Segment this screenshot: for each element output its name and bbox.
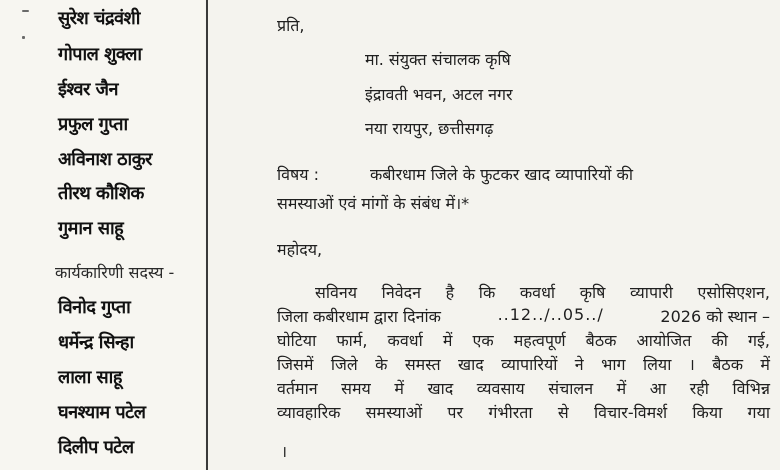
address-line: नया रायपुर, छत्तीसगढ़ [365,119,494,138]
print-speck [22,36,25,39]
member-name: तीरथ कौशिक [58,183,144,204]
subject-text: समस्याओं एवं मांगों के संबंध में।* [277,194,470,213]
subject-text: कबीरधाम जिले के फुटकर खाद व्यापारियों की [370,165,633,184]
column-divider [206,0,208,470]
member-name: प्रफुल गुप्ता [58,114,128,135]
executive-member-name: धर्मेन्द्र सिन्हा [58,332,134,353]
print-speck [22,10,29,12]
executive-member-name: विनोद गुप्ता [58,297,131,318]
member-name: गुमान साहू [58,218,124,239]
body-line-text: । [281,442,288,461]
member-name: ईश्वर जैन [58,79,118,100]
body-line [277,353,770,375]
body-line-text: वर्तमान समय में खाद व्यवसाय संचालन में आ रही विभिन्न [277,379,770,398]
executive-member-name: दिलीप पटेल [58,437,134,458]
subject-label: विषय : [277,165,320,184]
body-line [277,329,770,351]
body-line-text: सविनय निवेदन है कि कवर्धा कृषि व्यापारी एसोसिएशन, [315,283,770,302]
member-list-panel [0,0,205,470]
body-line-text: घोटिया फार्म, कवर्धा में एक महत्वपूर्ण बैठक आयोजित की गई, [277,331,770,350]
body-line [277,401,770,423]
body-line [277,377,770,399]
executive-members-heading: कार्यकारिणी सदस्य - [55,263,175,282]
to-label: प्रति, [277,16,305,35]
salutation: महोदय, [277,240,323,259]
body-line-text: जिसमें जिले के समस्त खाद व्यापारियों ने भाग लिया । बैठक में [277,355,770,374]
member-name: अविनाश ठाकुर [58,149,152,170]
body-line [277,305,770,327]
address-line: इंद्रावती भवन, अटल नगर [365,85,513,104]
member-name: सुरेश चंद्रवंशी [58,8,140,29]
body-line-text: व्यावहारिक समस्याओं पर गंभीरता से विचार-विमर्श किया गया [277,403,770,422]
letter-body [215,0,780,470]
address-line: मा. संयुक्त संचालक कृषि [365,50,511,69]
executive-member-name: घनश्याम पटेल [58,402,146,423]
meeting-date: ..12../..05../ [497,305,604,324]
body-line-text: 2026 को स्थान – [660,307,770,326]
executive-member-name: लाला साहू [58,367,122,388]
body-line [315,281,770,303]
member-name: गोपाल शुक्ला [58,44,142,65]
body-line-text: जिला कबीरधाम द्वारा दिनांक [277,307,441,326]
